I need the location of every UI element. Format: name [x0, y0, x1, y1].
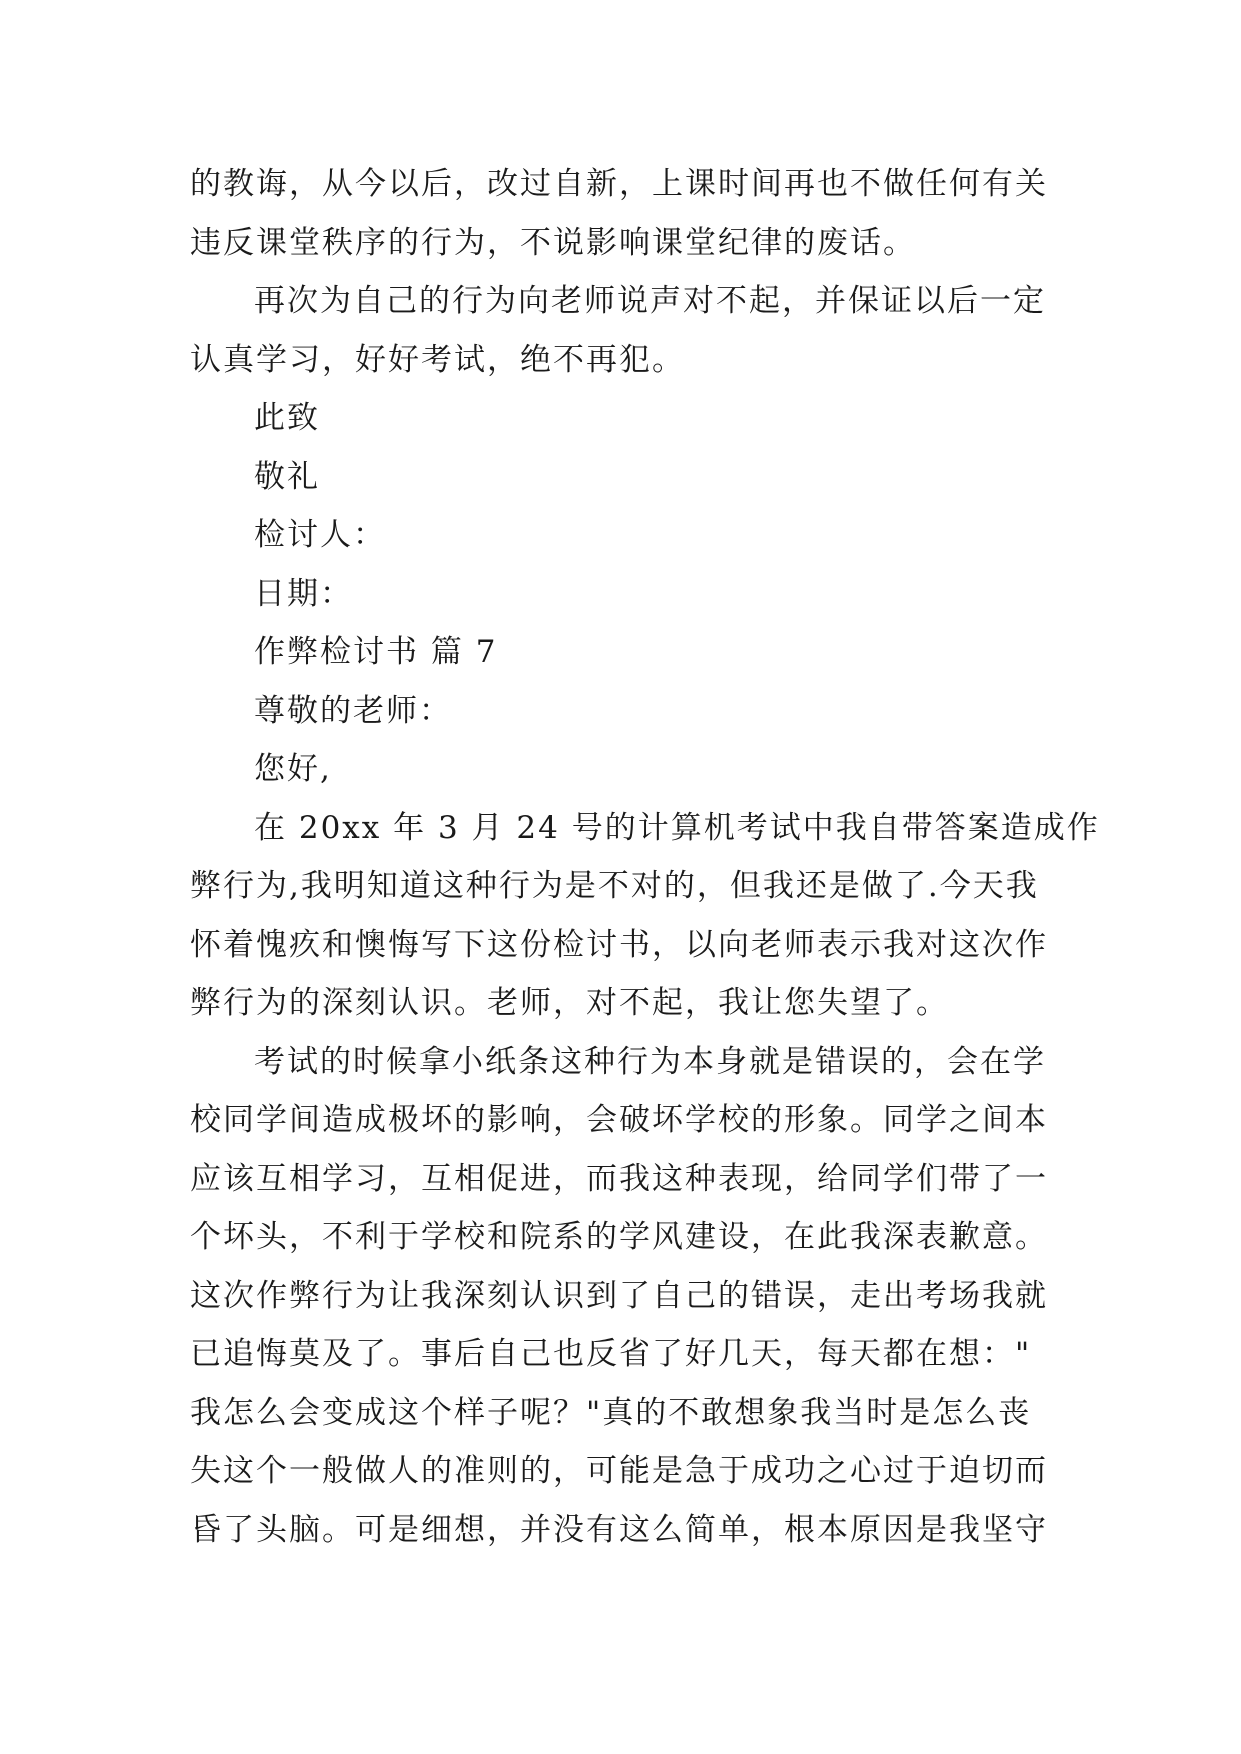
letter-greeting: 尊敬的老师： [254, 692, 452, 729]
text-line: 我怎么会变成这个样子呢？"真的不敢想象我当时是怎么丧 [190, 1394, 1032, 1431]
closing-salutation: 此致 [254, 400, 320, 436]
text-line: 认真学习，好好考试，绝不再犯。 [190, 341, 685, 378]
paragraph-start-line: 在 20xx 年 3 月 24 号的计算机考试中我自带答案造成作 [254, 809, 1100, 846]
paragraph-start-line: 考试的时候拿小纸条这种行为本身就是错误的，会在学 [254, 1043, 1046, 1080]
text-line: 已追悔莫及了。事后自己也反省了好几天，每天都在想：" [190, 1336, 1032, 1372]
text-line: 弊行为的深刻认识。老师，对不起，我让您失望了。 [190, 985, 949, 1021]
text-line: 个坏头，不利于学校和院系的学风建设，在此我深表歉意。 [190, 1219, 1048, 1255]
section-heading: 作弊检讨书 篇 7 [254, 634, 498, 670]
text-line: 怀着愧疚和懊悔写下这份检讨书，以向老师表示我对这次作 [190, 926, 1048, 963]
text-line: 应该互相学习，互相促进，而我这种表现，给同学们带了一 [190, 1160, 1048, 1197]
date-field: 日期： [254, 575, 353, 612]
text-line: 弊行为,我明知道这种行为是不对的，但我还是做了.今天我 [190, 868, 1039, 904]
text-line: 这次作弊行为让我深刻认识到了自己的错误，走出考场我就 [190, 1277, 1048, 1314]
text-line: 校同学间造成极坏的影响，会破坏学校的形象。同学之间本 [190, 1102, 1048, 1138]
closing-regards: 敬礼 [254, 458, 320, 495]
author-field: 检讨人： [254, 517, 386, 553]
letter-hello: 您好, [254, 751, 332, 787]
document-body [190, 155, 1100, 1559]
text-line: 昏了头脑。可是细想，并没有这么简单，根本原因是我坚守 [190, 1511, 1048, 1548]
text-line: 违反课堂秩序的行为，不说影响课堂纪律的废话。 [190, 224, 916, 261]
text-line: 的教诲，从今以后，改过自新，上课时间再也不做任何有关 [190, 166, 1048, 202]
paragraph-start-line: 再次为自己的行为向老师说声对不起，并保证以后一定 [254, 283, 1046, 319]
text-line: 失这个一般做人的准则的，可能是急于成功之心过于迫切而 [190, 1453, 1048, 1489]
